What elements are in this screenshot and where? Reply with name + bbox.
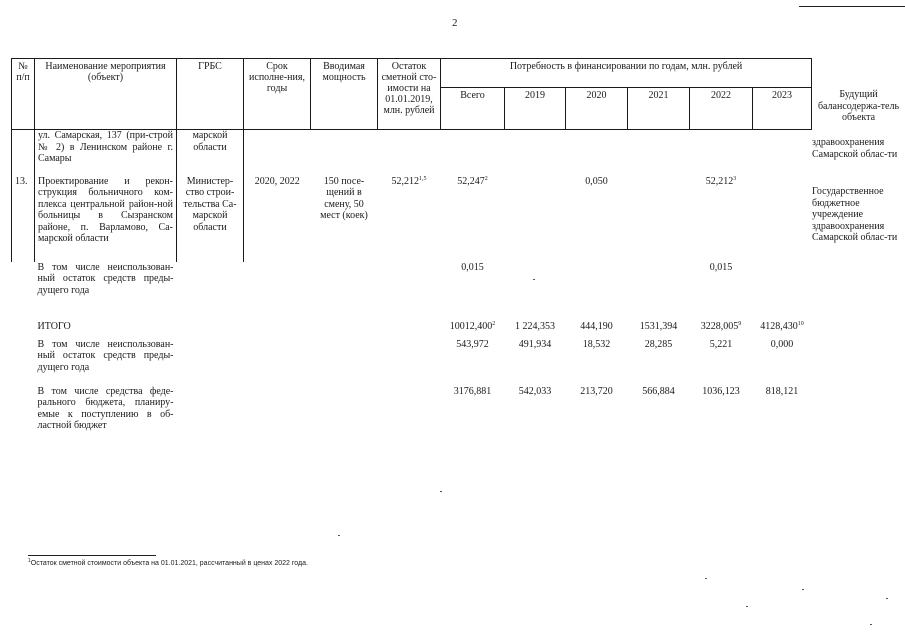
row-2022: 5,221 (709, 338, 733, 350)
row-2019: 491,934 (518, 338, 552, 350)
table-row (12, 339, 812, 386)
holder-13: Государственное бюджетное учреждение здравоохранения Самарской облас-ти (812, 186, 898, 243)
row-2020: 213,720 (580, 385, 613, 397)
header-2022: 2022 (690, 88, 753, 130)
row-2019: 1 224,353 (515, 320, 555, 332)
scan-speck (705, 578, 707, 579)
row-2020: 0,050 (585, 175, 608, 187)
table-row (12, 262, 812, 321)
header-funding: Потребность в финансировании по годам, млн. рублей (441, 59, 812, 88)
header-2019: 2019 (505, 88, 566, 130)
row-name: В том числе средства феде-рального бюджета, планиру-емые к поступлению в об-ластной бюджет (37, 385, 174, 431)
row-2019: 542,033 (518, 385, 552, 397)
scan-speck (746, 606, 748, 607)
header-num: № п/п (12, 59, 35, 130)
row-grbs: Министер-ство строи-тельства Са-марской области (177, 176, 244, 262)
page-number: 2 (452, 17, 458, 29)
row-2022: 1036,123 (702, 385, 740, 397)
header-grbs: ГРБС (177, 59, 244, 130)
funding-table (11, 58, 812, 434)
row-2022: 52,212$^3$ (705, 175, 737, 187)
header-term: Срок исполне-ния, годы (244, 59, 311, 130)
table-row (12, 321, 812, 339)
header-remainder: Остаток сметной сто-имости на 01.01.2019, млн. рублей (378, 59, 441, 130)
scan-speck (802, 589, 804, 590)
row-remainder: 52,212$^{1,5}$ (391, 175, 427, 187)
table-body (12, 130, 812, 434)
table-row (12, 386, 812, 434)
top-rule (799, 6, 905, 7)
row-name: В том числе неиспользован-ный остаток средств преды-дущего года (37, 261, 174, 296)
header-capacity: Вводимая мощность (311, 59, 378, 130)
row-capacity: 150 посе-щений в смену, 50 мест (коек) (320, 175, 368, 221)
table-row (12, 176, 812, 262)
row-name: В том числе неиспользован-ный остаток средств преды-дущего года (37, 338, 174, 373)
row-total: 10012,400$^2$ (449, 320, 496, 332)
header-2023: 2023 (753, 88, 812, 130)
scan-speck (440, 491, 442, 492)
row-2021: 566,884 (642, 385, 675, 397)
footnote: $^1$Остаток сметной стоимости объекта на 01.01.2021, рассчитанный в ценах 2022 года. (28, 558, 308, 567)
holder-prev: здравоохранения Самарской облас-ти (812, 137, 898, 160)
row-2023: 4128,430$^{10}$ (760, 320, 804, 332)
scan-speck (886, 598, 888, 599)
row-grbs: марской области (177, 130, 244, 176)
row-total: 543,972 (456, 338, 489, 350)
scan-speck (870, 624, 872, 625)
row-2023: 0,000 (770, 338, 794, 350)
row-2022: 0,015 (709, 261, 733, 273)
table-row (12, 130, 812, 176)
row-name: ИТОГО (37, 320, 71, 332)
row-num: 13. (12, 176, 35, 262)
scan-speck (533, 279, 535, 280)
row-2020: 18,532 (582, 338, 611, 350)
row-term: 2020, 2022 (254, 175, 300, 187)
row-2020: 444,190 (580, 320, 613, 332)
scan-speck (338, 535, 340, 536)
row-name: ул. Самарская, 137 (при-строй № 2) в Ленинском районе г. Самары (35, 130, 177, 176)
row-total: 52,247$^2$ (457, 175, 488, 187)
header-2020: 2020 (566, 88, 628, 130)
header-name: Наименование мероприятия (объект) (35, 59, 177, 130)
header-holder: Будущий балансодержа-тель объекта (817, 89, 900, 123)
row-name: Проектирование и рекон-струкция больничного ком-плекса центральной район-ной больницы в Сызранском районе, п. Варламово, Са-марской области (35, 176, 177, 262)
row-total: 0,015 (461, 261, 484, 273)
row-2021: 1531,394 (639, 320, 678, 332)
table-header (12, 59, 812, 130)
header-2021: 2021 (628, 88, 690, 130)
row-2022: 3228,005$^9$ (700, 320, 742, 332)
row-2021: 28,285 (644, 338, 673, 350)
footnote-rule (28, 555, 156, 556)
header-total: Всего (441, 88, 505, 130)
row-2023: 818,121 (765, 385, 799, 397)
row-total: 3176,881 (453, 385, 492, 397)
